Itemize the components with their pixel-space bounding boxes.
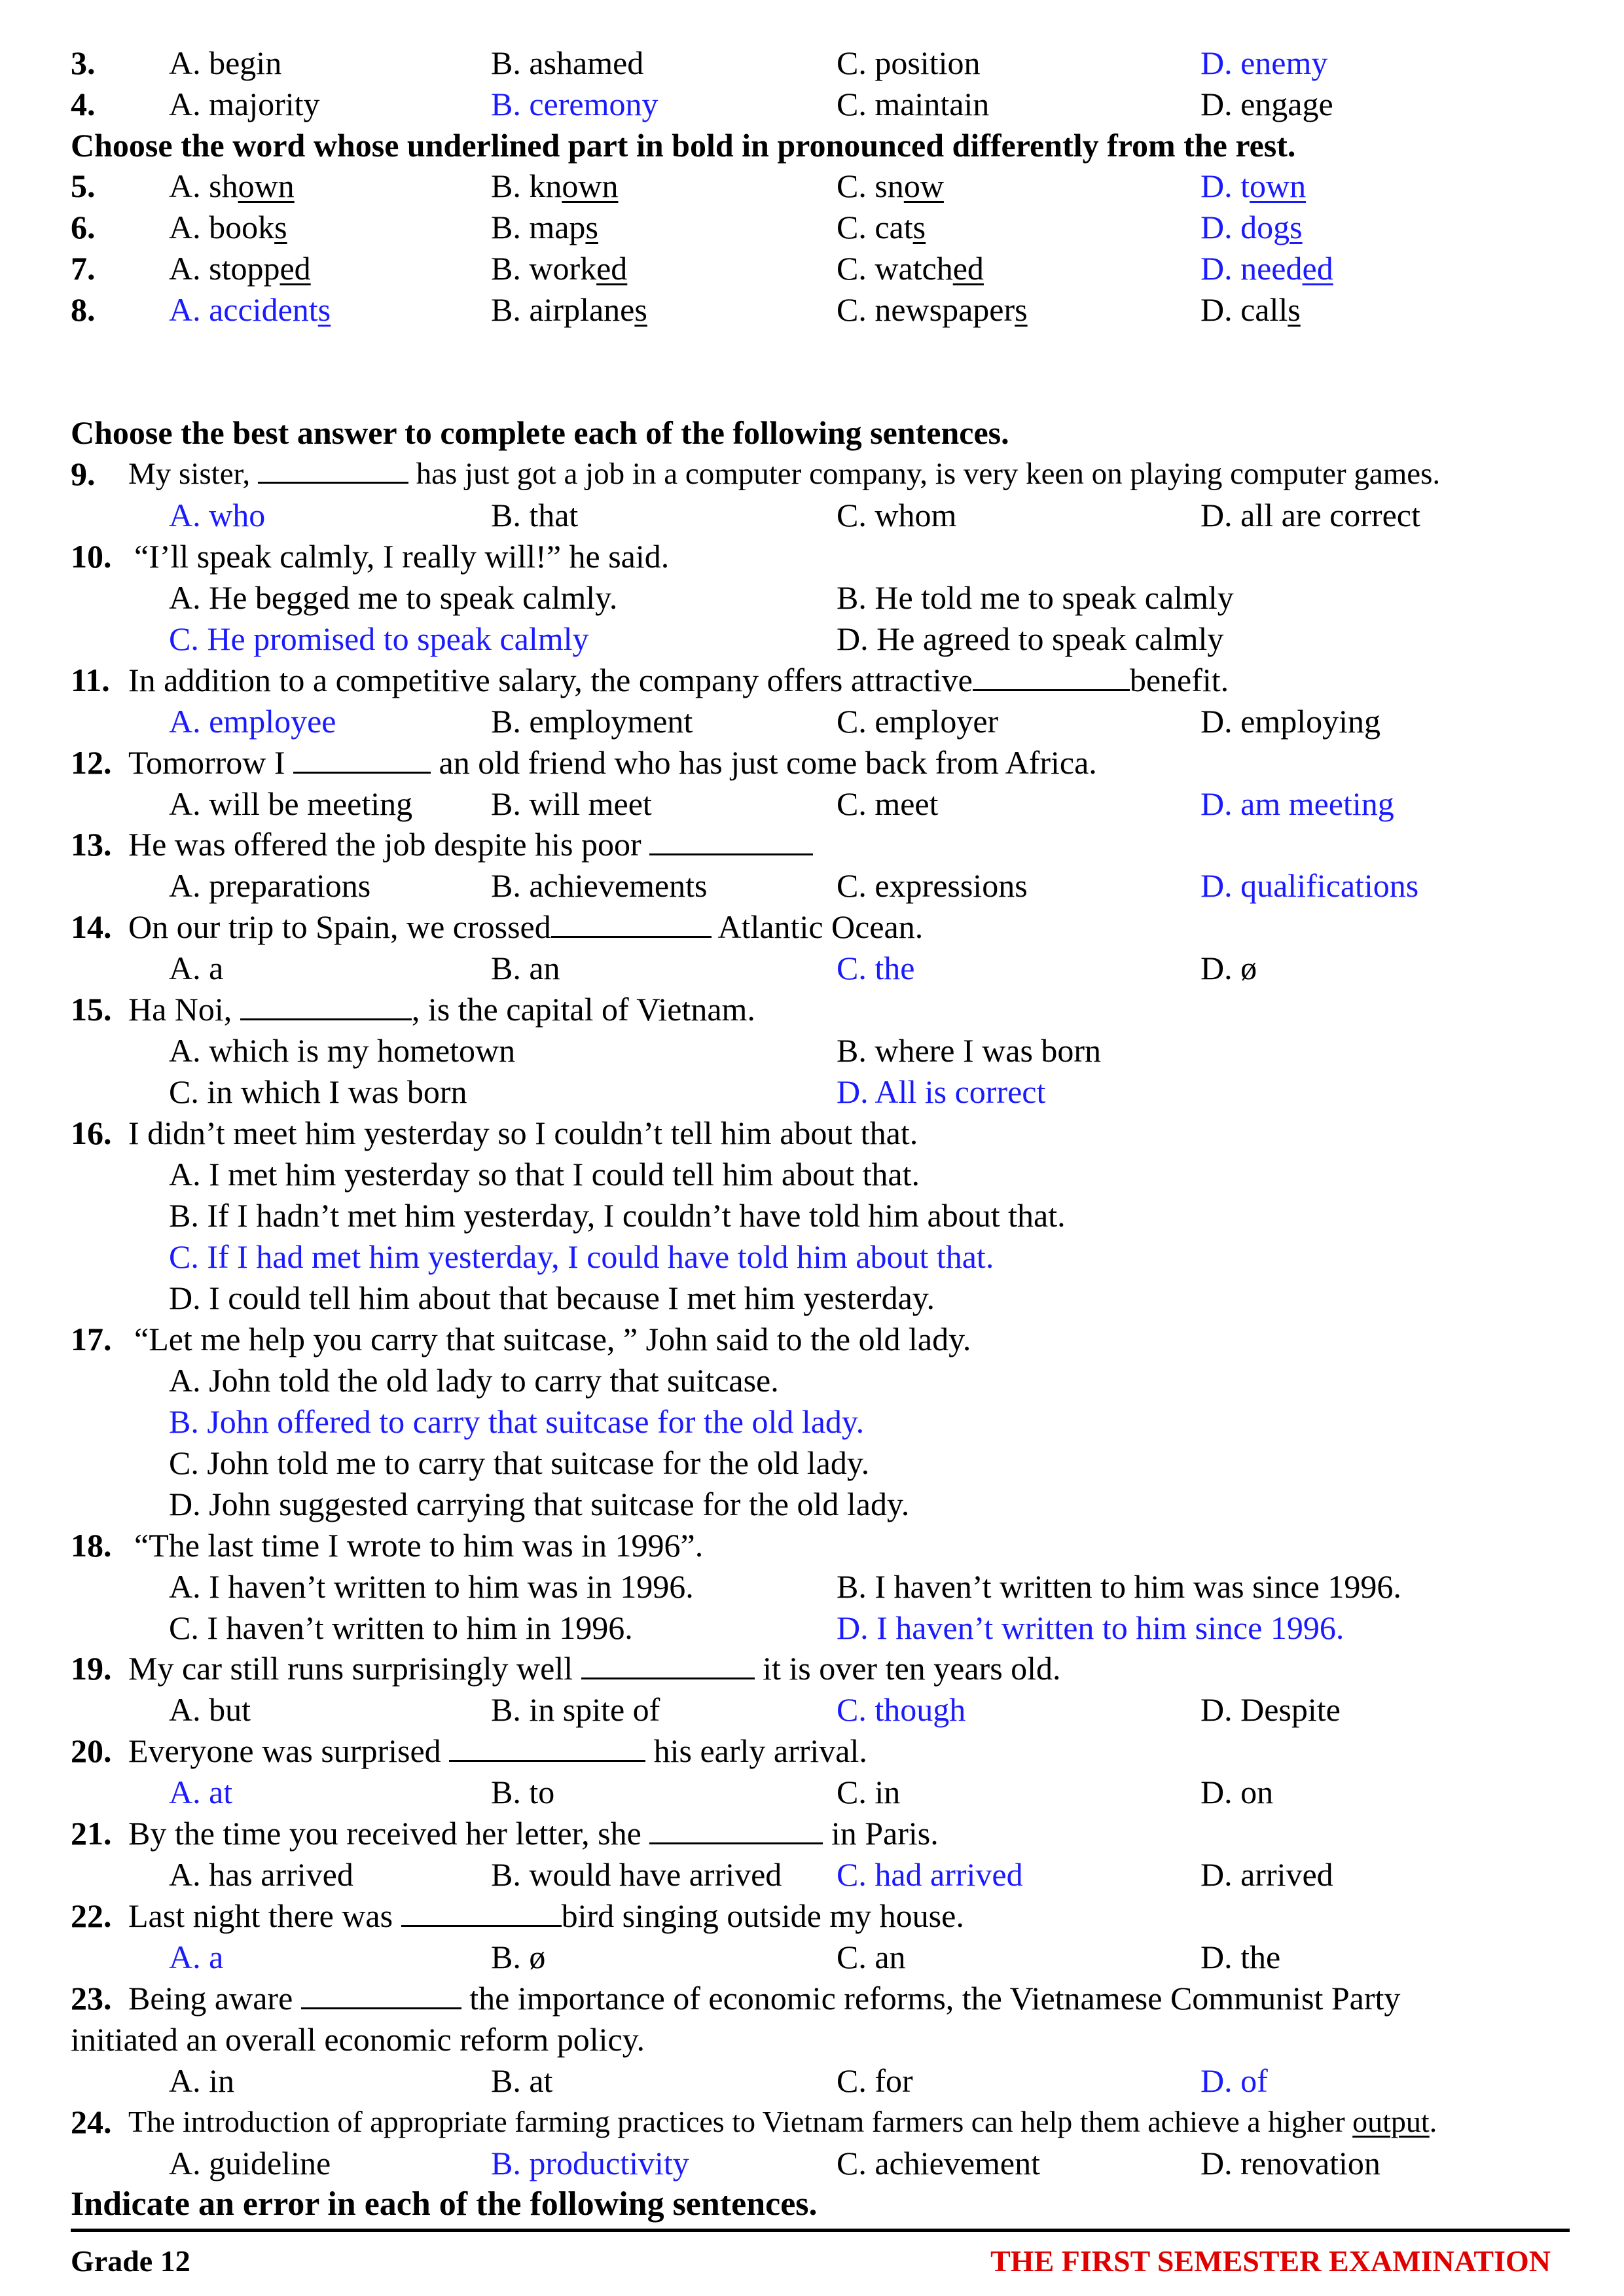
question-number: 9.	[71, 456, 96, 492]
answer-blank	[301, 1979, 461, 2009]
question-11-stem	[0, 658, 1624, 702]
option-a: A. He begged me to speak calmly.	[169, 579, 618, 616]
answer-blank	[581, 1649, 755, 1679]
question-14-options	[0, 946, 1624, 990]
option-b: B. will meet	[491, 785, 652, 822]
option-d: D. renovation	[1200, 2145, 1380, 2181]
question-text-continued: initiated an overall economic reform policy.	[71, 2021, 645, 2058]
question-21-options	[0, 1853, 1624, 1896]
option-c: C. cats	[837, 209, 926, 245]
option-d: D. arrived	[1200, 1856, 1333, 1893]
question-16-option-c	[0, 1235, 1624, 1278]
question-text: The introduction of appropriate farming practices to Vietnam farmers can help them achieve a higher output.	[128, 2105, 1437, 2138]
option-c: C. employer	[837, 703, 999, 740]
option-b: B. I haven’t written to him was since 1996.	[837, 1568, 1401, 1605]
section-heading-underline: Choose the word whose underlined part in bold in pronounced differently from the rest.	[71, 127, 1296, 164]
option-a: A. which is my hometown	[169, 1032, 516, 1069]
question-17-option-b	[0, 1400, 1624, 1443]
option-d: D. calls	[1200, 291, 1301, 328]
question-number: 24.	[71, 2104, 112, 2140]
option-c: C. I haven’t written to him in 1996.	[169, 1609, 633, 1646]
option-a: A. but	[169, 1691, 251, 1728]
question-text: He was offered the job despite his poor	[128, 823, 813, 866]
option-d-answer: D. dogs	[1200, 209, 1303, 245]
option-d: D. the	[1200, 1939, 1281, 1975]
question-13-options	[0, 864, 1624, 907]
option-c: C. maintain	[837, 86, 990, 122]
question-number: 15.	[71, 991, 112, 1028]
question-number: 10.	[71, 538, 112, 575]
question-text: “The last time I wrote to him was in 1996”.	[134, 1527, 704, 1564]
option-c-answer: C. had arrived	[837, 1856, 1023, 1893]
question-22-options	[0, 1935, 1624, 1979]
question-16-stem	[0, 1111, 1624, 1155]
question-23-stem	[0, 1977, 1624, 2020]
answer-blank	[258, 453, 408, 484]
question-23-options	[0, 2059, 1624, 2102]
option-b: B. worked	[491, 250, 628, 287]
option-a: A. has arrived	[169, 1856, 353, 1893]
question-text: On our trip to Spain, we crossed Atlantic Ocean.	[128, 908, 924, 945]
question-23-stem-continued	[0, 2018, 1624, 2061]
option-b: B. at	[491, 2062, 553, 2099]
question-number: 3.	[71, 45, 96, 81]
option-a: A. a	[169, 950, 224, 986]
option-b: B. in spite of	[491, 1691, 660, 1728]
footer-exam-title: THE FIRST SEMESTER EXAMINATION	[990, 2244, 1551, 2278]
option-a-answer: A. who	[169, 497, 266, 533]
answer-blank	[649, 1814, 823, 1844]
question-17-stem	[0, 1318, 1624, 1361]
option-c: C. an	[837, 1939, 906, 1975]
answer-blank	[551, 907, 712, 938]
option-d-answer: D. enemy	[1200, 45, 1328, 81]
option-a: A. shown	[169, 168, 295, 204]
option-d-answer: D. needed	[1200, 250, 1333, 287]
option-d: D. on	[1200, 1774, 1274, 1810]
question-5	[0, 164, 1624, 207]
option-c: C. meet	[837, 785, 939, 822]
option-b: B. ø	[491, 1939, 546, 1975]
question-text: Last night there was bird singing outside my house.	[128, 1897, 964, 1934]
option-a: A. I haven’t written to him was in 1996.	[169, 1568, 694, 1605]
question-4	[0, 82, 1624, 126]
option-b: B. maps	[491, 209, 598, 245]
question-17-option-d	[0, 1482, 1624, 1526]
question-number: 11.	[71, 662, 110, 698]
question-text: Tomorrow I an old friend who has just come back from Africa.	[128, 744, 1097, 781]
option-d-answer: D. I haven’t written to him since 1996.	[837, 1609, 1344, 1646]
question-number: 12.	[71, 744, 112, 781]
question-number: 23.	[71, 1980, 112, 2017]
option-c: C. for	[837, 2062, 913, 2099]
answer-blank	[293, 743, 431, 774]
question-number: 14.	[71, 908, 112, 945]
option-b: B. where I was born	[837, 1032, 1102, 1069]
option-d-answer: D. qualifications	[1200, 867, 1419, 904]
answer-blank	[240, 990, 412, 1020]
option-d-answer: D. am meeting	[1200, 785, 1394, 822]
option-b: B. known	[491, 168, 619, 204]
option-a: A. I met him yesterday so that I could tell him about that.	[169, 1156, 920, 1193]
question-14-stem	[0, 905, 1624, 948]
question-number: 21.	[71, 1815, 112, 1852]
question-text: Everyone was surprised his early arrival.	[128, 1732, 867, 1769]
option-b: B. ashamed	[491, 45, 644, 81]
option-b-answer: B. ceremony	[491, 86, 659, 122]
question-number: 6.	[71, 209, 96, 245]
option-d-answer: D. town	[1200, 168, 1307, 204]
question-text: In addition to a competitive salary, the company offers attractive benefit.	[128, 662, 1229, 698]
option-c: C. John told me to carry that suitcase for the old lady.	[169, 1444, 870, 1481]
answer-blank	[649, 825, 813, 855]
option-a: A. guideline	[169, 2145, 331, 2181]
option-a: A. preparations	[169, 867, 371, 904]
option-d: D. engage	[1200, 86, 1333, 122]
question-12-options	[0, 782, 1624, 825]
answer-blank	[449, 1731, 645, 1762]
option-c-answer: C. If I had met him yesterday, I could have told him about that.	[169, 1238, 994, 1275]
option-c: C. expressions	[837, 867, 1028, 904]
option-a: A. begin	[169, 45, 282, 81]
question-text: My car still runs surprisingly well it is over ten years old.	[128, 1650, 1061, 1687]
option-b: B. an	[491, 950, 560, 986]
option-d: D. Despite	[1200, 1691, 1341, 1728]
option-a: A. stopped	[169, 250, 311, 287]
question-10-stem	[0, 535, 1624, 578]
question-18-options-2	[0, 1606, 1624, 1649]
option-d: D. employing	[1200, 703, 1380, 740]
option-c: C. in which I was born	[169, 1073, 467, 1110]
footer-grade: Grade 12	[71, 2244, 190, 2278]
question-18-options-1	[0, 1565, 1624, 1608]
question-15-stem	[0, 988, 1624, 1031]
option-c: C. newspapers	[837, 291, 1028, 328]
option-c-answer: C. the	[837, 950, 915, 986]
question-13-stem	[0, 823, 1624, 866]
question-10-options-1	[0, 576, 1624, 619]
question-number: 13.	[71, 826, 112, 863]
question-19-options	[0, 1688, 1624, 1731]
question-21-stem	[0, 1812, 1624, 1855]
question-text: My sister, has just got a job in a computer company, is very keen on playing computer games.	[128, 452, 1440, 495]
option-b: B. employment	[491, 703, 693, 740]
section-heading-best-answer: Choose the best answer to complete each of the following sentences.	[71, 414, 1009, 451]
question-number: 22.	[71, 1897, 112, 1934]
option-a: A. majority	[169, 86, 320, 122]
option-d: D. ø	[1200, 950, 1257, 986]
question-number: 18.	[71, 1527, 112, 1564]
option-c: C. position	[837, 45, 981, 81]
question-number: 19.	[71, 1650, 112, 1687]
option-a: A. in	[169, 2062, 234, 2099]
option-b: B. to	[491, 1774, 555, 1810]
option-c: C. snow	[837, 168, 944, 204]
option-a: A. John told the old lady to carry that suitcase.	[169, 1362, 779, 1399]
option-c-answer: C. though	[837, 1691, 966, 1728]
question-24-options	[0, 2142, 1624, 2185]
option-b: B. If I hadn’t met him yesterday, I couldn’t have told him about that.	[169, 1197, 1066, 1234]
option-a-answer: A. a	[169, 1939, 224, 1975]
question-9-options	[0, 493, 1624, 537]
option-d-answer: D. of	[1200, 2062, 1268, 2099]
option-c: C. watched	[837, 250, 984, 287]
question-number: 20.	[71, 1732, 112, 1769]
question-number: 7.	[71, 250, 96, 287]
option-d-answer: D. All is correct	[837, 1073, 1046, 1110]
section-heading-error: Indicate an error in each of the following sentences.	[71, 2185, 818, 2223]
question-text: I didn’t meet him yesterday so I couldn’t tell him about that.	[128, 1115, 918, 1151]
question-text: “Let me help you carry that suitcase, ” John said to the old lady.	[134, 1321, 971, 1357]
question-20-stem	[0, 1729, 1624, 1772]
question-15-options-2	[0, 1070, 1624, 1113]
footer-divider	[71, 2229, 1570, 2232]
option-b-answer: B. productivity	[491, 2145, 689, 2181]
question-15-options-1	[0, 1029, 1624, 1072]
question-16-option-a	[0, 1153, 1624, 1196]
question-19-stem	[0, 1647, 1624, 1690]
question-7	[0, 247, 1624, 290]
question-text: “I’ll speak calmly, I really will!” he said.	[134, 538, 670, 575]
option-c: C. achievement	[837, 2145, 1040, 2181]
option-d: D. I could tell him about that because I met him yesterday.	[169, 1280, 935, 1316]
option-b: B. that	[491, 497, 579, 533]
question-17-option-c	[0, 1441, 1624, 1484]
question-3	[0, 41, 1624, 84]
option-b: B. would have arrived	[491, 1856, 782, 1893]
question-number: 17.	[71, 1321, 112, 1357]
question-16-option-b	[0, 1194, 1624, 1237]
question-number: 4.	[71, 86, 96, 122]
question-16-option-d	[0, 1276, 1624, 1319]
question-text: Being aware the importance of economic reforms, the Vietnamese Communist Party	[128, 1980, 1401, 2017]
option-c-answer: C. He promised to speak calmly	[169, 620, 589, 657]
question-20-options	[0, 1770, 1624, 1814]
answer-blank	[973, 660, 1130, 691]
question-number: 5.	[71, 168, 96, 204]
question-11-options	[0, 700, 1624, 743]
question-text: Ha Noi, , is the capital of Vietnam.	[128, 991, 755, 1028]
option-b-answer: B. John offered to carry that suitcase for the old lady.	[169, 1403, 865, 1440]
question-6	[0, 206, 1624, 249]
answer-blank	[401, 1896, 562, 1927]
question-18-stem	[0, 1524, 1624, 1567]
option-a-answer: A. at	[169, 1774, 233, 1810]
option-a: A. will be meeting	[169, 785, 413, 822]
option-d: D. He agreed to speak calmly	[837, 620, 1224, 657]
question-8	[0, 288, 1624, 331]
question-10-options-2	[0, 617, 1624, 660]
option-d: D. John suggested carrying that suitcase for the old lady.	[169, 1486, 910, 1522]
option-b: B. He told me to speak calmly	[837, 579, 1234, 616]
option-b: B. airplanes	[491, 291, 647, 328]
question-24-stem	[0, 2100, 1624, 2144]
option-c: C. whom	[837, 497, 957, 533]
option-c: C. in	[837, 1774, 901, 1810]
question-9-stem	[0, 452, 1624, 495]
question-12-stem	[0, 741, 1624, 784]
option-a-answer: A. employee	[169, 703, 336, 740]
option-a: A. books	[169, 209, 287, 245]
question-number: 8.	[71, 291, 96, 328]
question-22-stem	[0, 1894, 1624, 1937]
question-number: 16.	[71, 1115, 112, 1151]
question-17-option-a	[0, 1359, 1624, 1402]
question-text: By the time you received her letter, she in Paris.	[128, 1815, 939, 1852]
option-d: D. all are correct	[1200, 497, 1420, 533]
option-b: B. achievements	[491, 867, 708, 904]
option-a-answer: A. accidents	[169, 291, 331, 328]
